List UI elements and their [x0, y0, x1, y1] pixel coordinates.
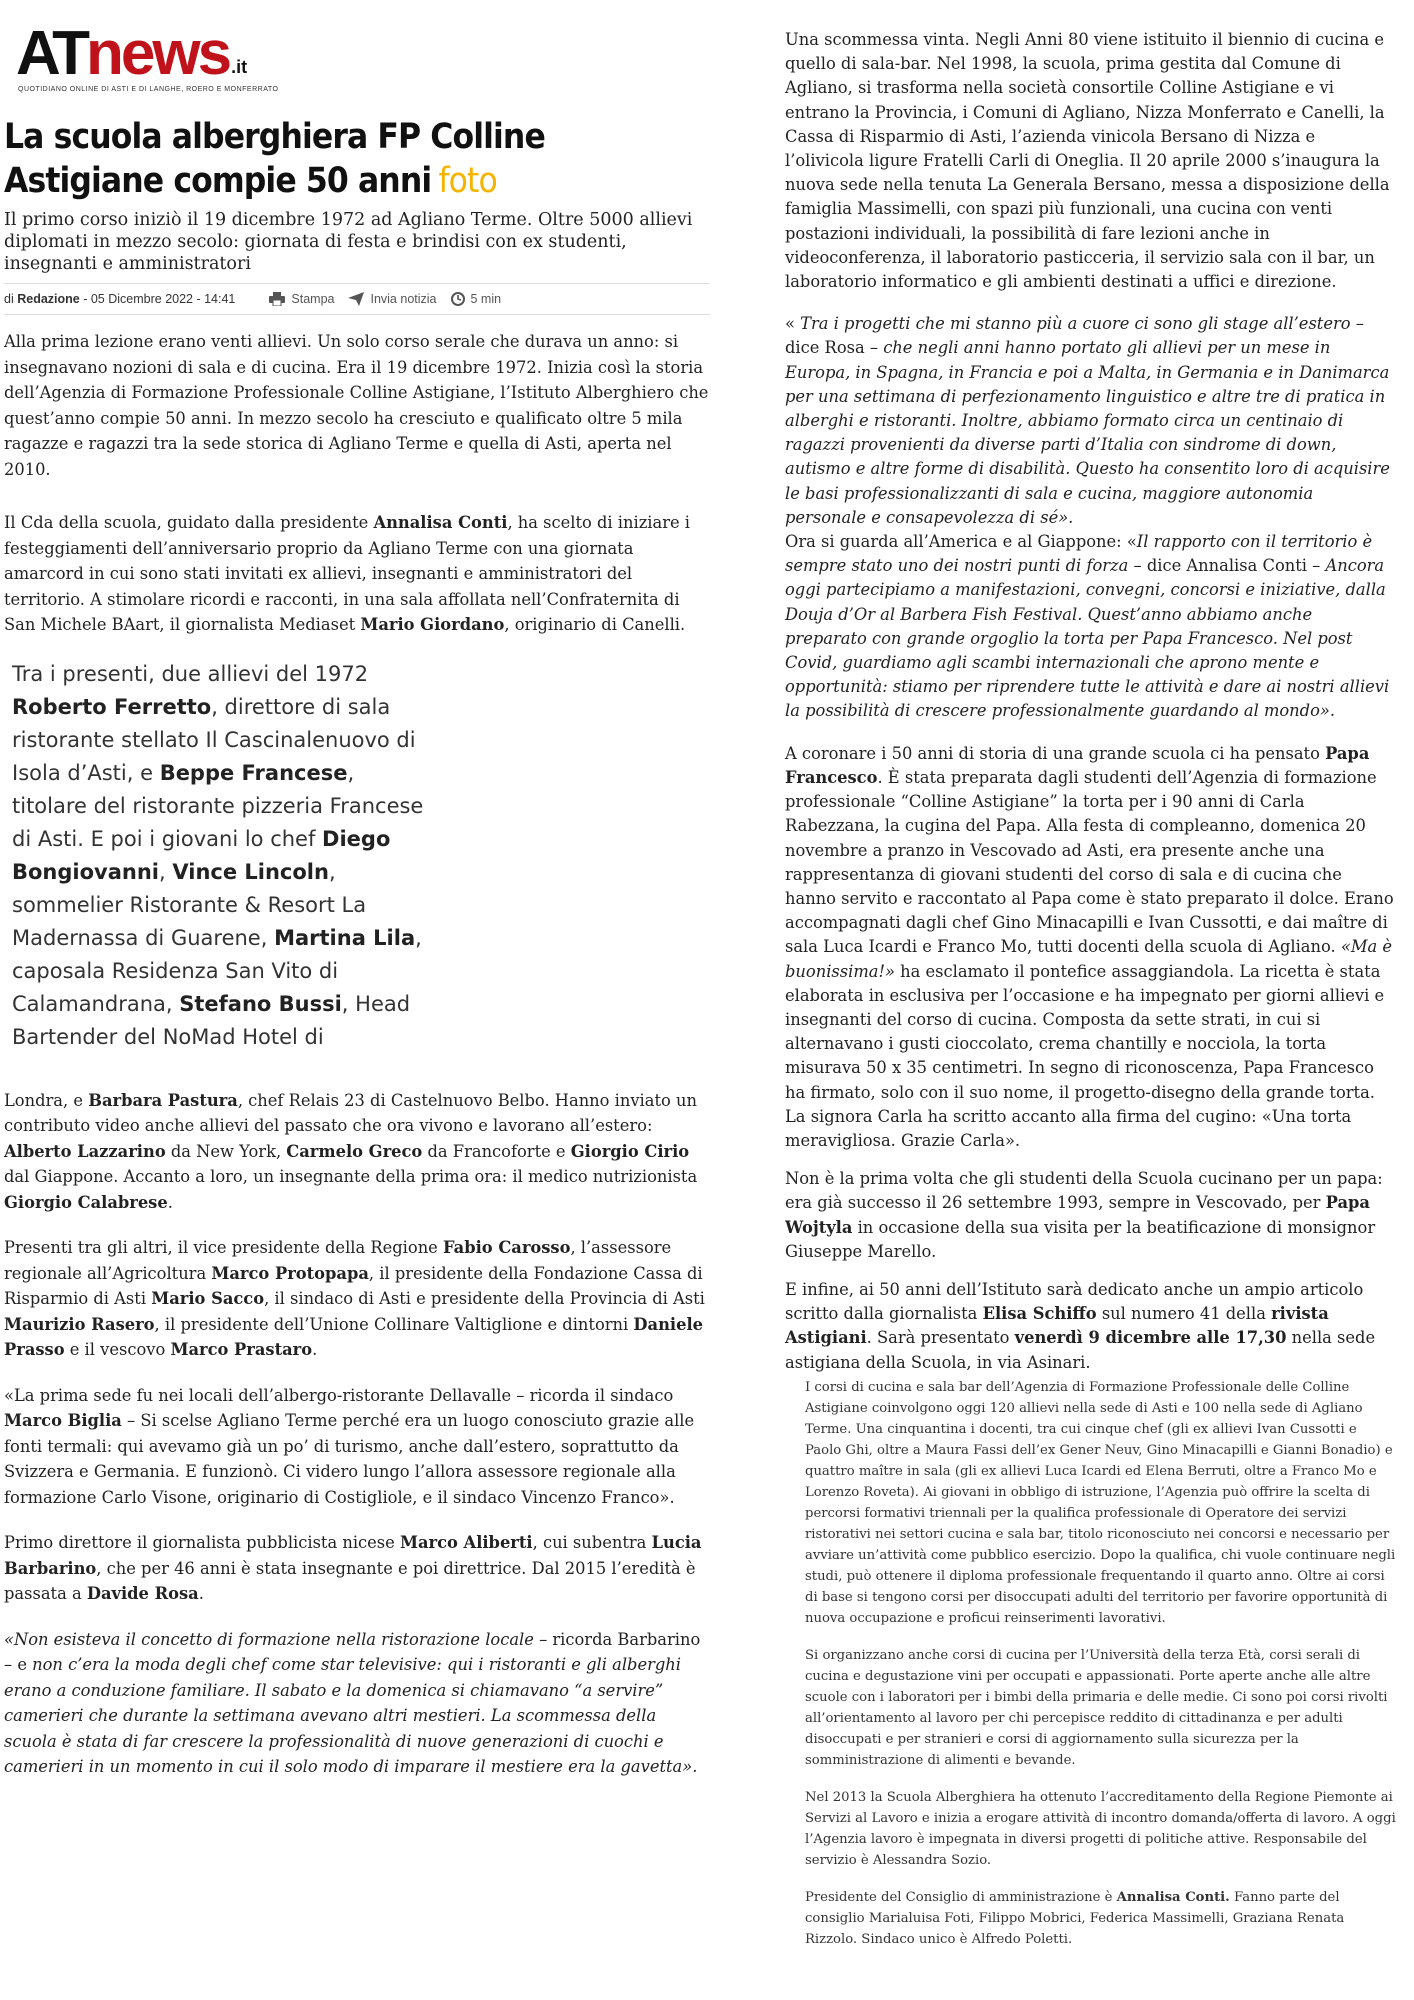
title-text: La scuola alberghiera FP Colline Astigiane compie 50 anni	[4, 117, 545, 201]
info-box-paragraph-2: Si organizzano anche corsi di cucina per l’Università della terza Età, corsi serali di cucina e degustazione vini per occupati e appassionati. Porte aperte anche alle altre scuole con i laboratori per i bimbi della primaria e delle medie. Ci sono poi corsi rivolti all’orientamento al lavoro per chi percepisce reddito di cittadinanza e per adulti disoccupati e per stranieri e corsi di aggiornamento sulla sicurezza per la somministrazione di alimenti e bevande.	[805, 1647, 1388, 1768]
article-meta	[4, 283, 710, 315]
right-paragraph-1: Una scommessa vinta. Negli Anni 80 viene istituito il biennio di cucina e quello di sala-bar. Nel 1998, la scuola, prima gestita dal Comune di Agliano, si trasforma nella società consortile Colline Astigiane e vi entrano la Provincia, i Comuni di Agliano, Nizza Monferrato e Canelli, la Cassa di Risparmio di Asti, l’azienda vinicola Bersano di Nizza e l’olivicola ligure Fratelli Carli di Oneglia. Il 20 aprile 2000 s’inaugura la nuova sede nella tenuta La Generala Bersano, messa a disposizione della famiglia Massimelli, con spazi più funzionali, una cucina con venti postazioni individuali, la possibilità di fare lezioni anche in videoconferenza, il laboratorio pasticceria, il servizio sala con il bar, un laboratorio informatico e gli ambienti destinati a uffici e direzione.	[785, 30, 1390, 292]
logo-tagline: QUOTIDIANO ONLINE DI ASTI E DI LANGHE, ROERO E MONFERRATO	[18, 86, 279, 93]
info-box-paragraph-1: I corsi di cucina e sala bar dell’Agenzia di Formazione Professionale delle Colline Astigiane coinvolgono oggi 120 allievi nella sede di Asti e 100 nella sede di Agliano Terme. Una cinquantina i docenti, tra cui cinque chef (gli ex allievi Ivan Cussotti e Paolo Ghi, oltre a Maura Fassi dell’ex Gener Neuv, Gino Minacapilli e Gianni Bonadio) e quattro maître in sala (gli ex allievi Luca Icardi ed Elena Berruti, oltre a Franco Mo e Lorenzo Roveta). Ai giovani in obbligo di istruzione, l’Agenzia può offrire la scelta di percorsi formativi triennali per la qualifica professionale di Operatore dei servizi ristorativi nei settori cucina e sala bar, titolo riconosciuto nei concorsi e necessario per avviare un’attività come pubblico esercizio. Dopo la qualifica, chi vuole continuare negli studi, può ottenere il diploma professionale frequentando il quarto anno. Oltre ai corsi di base si tengono corsi per disoccupati adulti del territorio per favorire opportunità di nuova occupazione e proficui reinserimenti lavorativi.	[805, 1379, 1396, 1626]
right-paragraph-4: Non è la prima volta che gli studenti della Scuola cucinano per un papa: era già successo il 26 settembre 1993, sempre in Vescovado, per Papa Wojtyla in occasione della sua visita per la beatificazione di monsignor Giuseppe Marello.	[785, 1169, 1383, 1261]
printer-icon	[269, 292, 285, 306]
paragraph-7: «Non esisteva il concetto di formazione nella ristorazione locale – ricorda Barbarino – e non c’era la moda degli chef come star televisive: qui i ristoranti e gli alberghi erano a conduzione familiare. Il sabato e la domenica si chiamavano “a servire” camerieri che durante la settimana avevano altri mestieri. La scommessa della scuola è stata di far crescere la professionalità di nuove generazioni di cuochi e camerieri in un momento in cui il solo modo di imparare il mestiere era la gavetta».	[4, 1629, 701, 1776]
send-label: Invia notizia	[370, 292, 437, 306]
print-button[interactable]	[269, 292, 334, 306]
paragraph-6: Primo direttore il giornalista pubblicista nicese Marco Aliberti, cui subentra Lucia Barbarino, che per 46 anni è stata insegnante e poi direttrice. Dal 2015 l’eredità è passata a Davide Rosa.	[4, 1533, 702, 1603]
print-label: Stampa	[291, 292, 335, 306]
foto-badge[interactable]: foto	[438, 161, 497, 201]
site-logo[interactable]	[4, 20, 710, 93]
meta-date: - 05 Dicembre 2022 - 14:41	[83, 292, 236, 306]
info-box-paragraph-3: Nel 2013 la Scuola Alberghiera ha ottenuto l’accreditamento della Regione Piemonte ai Servizi al Lavoro e inizia a erogare attività di incontro domanda/offerta di lavoro. A oggi l’Agenzia lavoro è impegnata in diversi progetti di politiche attive. Responsabile del servizio è Alessandra Sozio.	[805, 1789, 1396, 1868]
paragraph-2: Il Cda della scuola, guidato dalla presidente Annalisa Conti, ha scelto di iniziare i festeggiamenti dell’anniversario proprio da Agliano Terme con una giornata amarcord in cui sono stati invitati ex allievi, insegnanti e amministratori del territorio. A stimolare ricordi e racconti, in una sala affollata nell’Confraternita di San Michele BAart, il giornalista Mediaset Mario Giordano, originario di Canelli.	[4, 513, 690, 634]
left-column	[4, 20, 710, 1800]
right-paragraph-3: A coronare i 50 anni di storia di una grande scuola ci ha pensato Papa Francesco. È stata preparata dagli studenti dell’Agenzia di formazione professionale “Colline Astigiane” la torta per i 90 anni di Carla Rabezzana, la cugina del Papa. Alla festa di compleanno, domenica 20 novembre a pranzo in Vescovado ad Asti, era presente anche una rappresentanza di giovani studenti del corso di sala e di cucina che hanno servito e raccontato al Papa come è stato preparato il dolce. Erano accompagnati dagli chef Gino Minacapilli e Ivan Cussotti, e dai maître di sala Luca Icardi e Franco Mo, tutti docenti della scuola di Agliano. «Ma è buonissima!» ha esclamato il pontefice assaggiandola. La ricetta è stata elaborata in esclusiva per l’occasione e ha impegnato per giorni allievi e insegnanti del corso di cucina. Composta da sette strati, in cui si alternavano i gusti cioccolato, crema chantilly e nocciola, la torta misurava 50 x 35 centimetri. In segno di riconoscenza, Papa Francesco ha firmato, solo con il suo nome, il progetto-disegno della grande torta. La signora Carla ha scritto accanto alla firma del cugino: «Una torta meravigliosa. Grazie Carla».	[785, 743, 1394, 1150]
pull-quote: Tra i presenti, due allievi del 1972 Roberto Ferretto, direttore di sala ristorante stellato Il Cascinalenuovo di Isola d’Asti, e Beppe Francese, titolare del ristorante pizzeria Francese di Asti. E poi i giovani lo chef Diego Bongiovanni, Vince Lincoln, sommelier Ristorante & Resort La Madernassa di Guarene, Martina Lila, caposala Residenza San Vito di Calamandrana, Stefano Bussi, Head Bartender del NoMad Hotel di	[12, 661, 424, 1049]
send-news-button[interactable]	[348, 292, 436, 306]
info-box-paragraph-4: Presidente del Consiglio di amministrazione è Annalisa Conti. Fanno parte del consiglio Marialuisa Foti, Filippo Mobrici, Federica Massimelli, Graziana Renata Rizzolo. Sindaco unico è Alfredo Poletti.	[805, 1889, 1345, 1947]
info-box	[785, 1377, 1397, 1950]
logo-news: news	[86, 19, 230, 88]
clock-icon	[451, 292, 465, 306]
paragraph-1: Alla prima lezione erano venti allievi. Un solo corso serale che durava un anno: si insegnavano nozioni di sala e di cucina. Era il 19 dicembre 1972. Inizia così la storia dell’Agenzia di Formazione Professionale Colline Astigiane, l’Istituto Alberghiero che quest’anno compie 50 anni. In mezzo secolo ha cresciuto e qualificato oltre 5 mila ragazze e ragazzi tra la sede storica di Agliano Terme e quella di Asti, aperta nel 2010.	[4, 332, 709, 479]
read-time	[451, 292, 502, 306]
article-title	[4, 115, 688, 203]
meta-author[interactable]: Redazione	[17, 292, 80, 306]
logo-at: AT	[16, 19, 87, 88]
right-paragraph-2: « Tra i progetti che mi stanno più a cuore ci sono gli stage all’estero – dice Rosa – che negli anni hanno portato gli allievi per un mese in Europa, in Spagna, in Francia e poi a Malta, in Germania e in Danimarca per una settimana di perfezionamento linguistico e altre tre di pratica in alberghi e ristoranti. Inoltre, abbiamo formato circa un centinaio di ragazzi provenienti da diverse parti d’Italia con sindrome di down, autismo e altre forme di disabilità. Questo ha consentito loro di acquisire le basi professionalizzanti di sala e cucina, maggiore autonomia personale e consapevolezza di sé». Ora si guarda all’America e al Giappone: «Il rapporto con il territorio è sempre stato uno dei nostri punti di forza – dice Annalisa Conti – Ancora oggi partecipiamo a manifestazioni, convegni, concorsi e iniziative, dalla Douja d’Or al Barbera Fish Festival. Quest’anno abbiamo anche preparato con grande orgoglio la torta per Papa Francesco. Nel post Covid, guardiamo agli scambi internazionali che aprono mente e opportunità: stiamo per riprendere tutte le attività e dare ai nostri allievi la possibilità di crescere professionalmente guardando al mondo».	[785, 314, 1390, 721]
paragraph-5: «La prima sede fu nei locali dell’albergo-ristorante Dellavalle – ricorda il sindaco Marco Biglia – Si scelse Agliano Terme perché era un luogo conosciuto grazie alle fonti termali: qui avevamo già un po’ di turismo, anche dall’estero, soprattutto da Svizzera e Germania. E funzionò. Ci videro lungo l’allora assessore regionale alla formazione Carlo Visone, originario di Costigliole, e il sindaco Vincenzo Franco».	[4, 1385, 695, 1507]
read-time-label: 5 min	[470, 292, 502, 306]
paragraph-4: Presenti tra gli altri, il vice presidente della Regione Fabio Carosso, l’assessore regionale all’Agricoltura Marco Protopapa, il presidente della Fondazione Cassa di Risparmio di Asti Mario Sacco, il sindaco di Asti e presidente della Provincia di Asti Maurizio Rasero, il presidente dell’Unione Collinare Valtiglione e dintorni Daniele Prasso e il vescovo Marco Prastaro.	[4, 1238, 705, 1359]
send-icon	[348, 292, 364, 306]
logo-it: .it	[231, 57, 248, 77]
meta-by: di	[4, 292, 14, 306]
right-column	[785, 28, 1397, 1966]
paragraph-3: Londra, e Barbara Pastura, chef Relais 23 di Castelnuovo Belbo. Hanno inviato un contributo video anche allievi del passato che ora vivono e lavorano all’estero: Alberto Lazzarino da New York, Carmelo Greco da Francoforte e Giorgio Cirio dal Giappone. Accanto a loro, un insegnante della prima ora: il medico nutrizionista Giorgio Calabrese.	[4, 1090, 698, 1212]
article-subtitle: Il primo corso iniziò il 19 dicembre 1972 ad Agliano Terme. Oltre 5000 allievi diplomati in mezzo secolo: giornata di festa e brindisi con ex studenti, insegnanti e amministratori	[4, 210, 693, 274]
right-paragraph-5: E infine, ai 50 anni dell’Istituto sarà dedicato anche un ampio articolo scritto dalla giornalista Elisa Schiffo sul numero 41 della rivista Astigiani. Sarà presentato venerdì 9 dicembre alle 17,30 nella sede astigiana della Scuola, in via Asinari.	[785, 1279, 1376, 1372]
